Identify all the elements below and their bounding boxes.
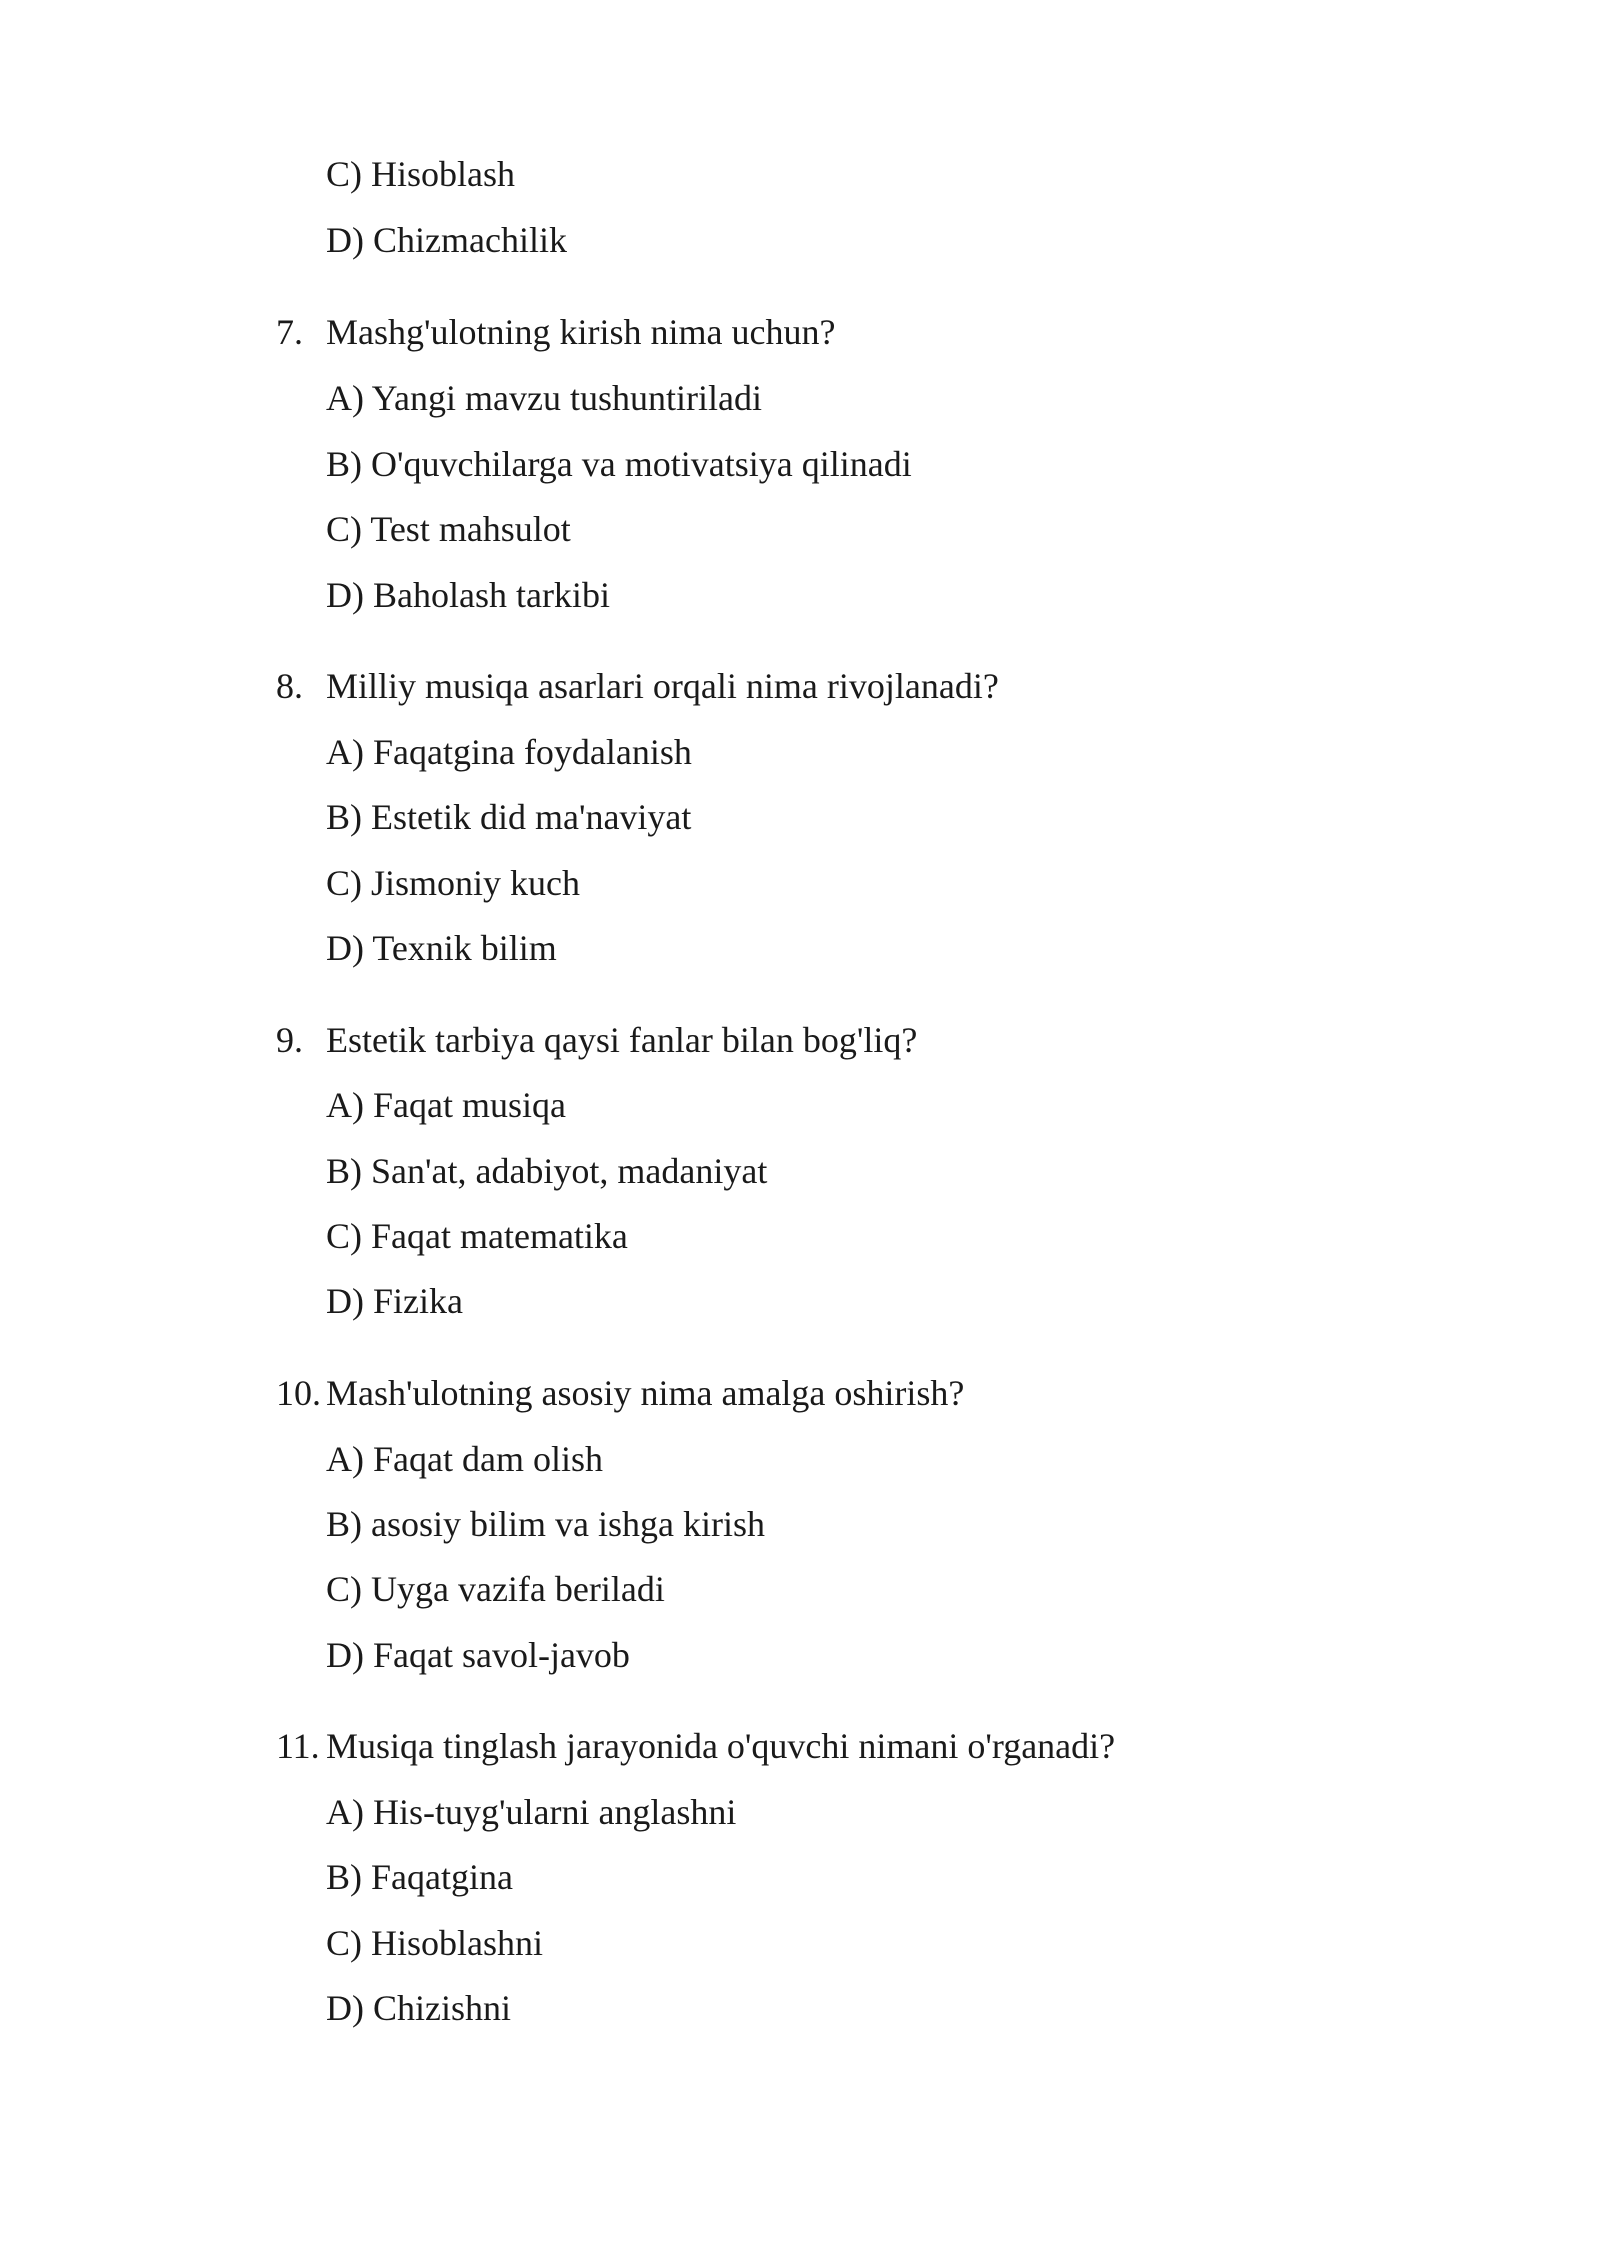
question-number: 10. <box>276 1373 321 1413</box>
question-number: 9. <box>276 1020 303 1060</box>
question-text: Milliy musiqa asarlari orqali nima rivojlanadi? <box>326 666 999 706</box>
question-number: 11. <box>276 1726 320 1766</box>
option-item: C) Hisoblashni <box>326 1923 544 1963</box>
option-item: C) Hisoblash <box>326 154 515 194</box>
option-item: A) Faqatgina foydalanish <box>326 732 692 772</box>
option-item: D) Faqat savol-javob <box>326 1635 630 1675</box>
option-item: C) Uyga vazifa beriladi <box>326 1569 665 1609</box>
option-item: D) Fizika <box>326 1281 463 1321</box>
option-item: C) Test mahsulot <box>326 509 571 549</box>
question-number: 7. <box>276 312 303 352</box>
question-text: Mashg'ulotning kirish nima uchun? <box>326 312 836 352</box>
option-item: A) Faqat musiqa <box>326 1085 566 1125</box>
question-text: Mash'ulotning asosiy nima amalga oshirish? <box>326 1373 965 1413</box>
option-item: B) Faqatgina <box>326 1857 513 1897</box>
option-item: D) Texnik bilim <box>326 928 557 968</box>
option-item: B) O'quvchilarga va motivatsiya qilinadi <box>326 444 912 484</box>
option-item: C) Faqat matematika <box>326 1216 628 1256</box>
option-item: A) Yangi mavzu tushuntiriladi <box>326 378 762 418</box>
option-item: B) San'at, adabiyot, madaniyat <box>326 1151 768 1191</box>
question-number: 8. <box>276 666 303 706</box>
option-item: A) His-tuyg'ularni anglashni <box>326 1792 737 1832</box>
question-text: Estetik tarbiya qaysi fanlar bilan bog'liq? <box>326 1020 918 1060</box>
option-item: D) Chizmachilik <box>326 220 567 260</box>
question-text: Musiqa tinglash jarayonida o'quvchi nimani o'rganadi? <box>326 1726 1116 1766</box>
option-item: D) Chizishni <box>326 1988 511 2028</box>
option-item: C) Jismoniy kuch <box>326 863 581 903</box>
option-item: B) Estetik did ma'naviyat <box>326 797 692 837</box>
option-item: A) Faqat dam olish <box>326 1439 603 1479</box>
option-item: B) asosiy bilim va ishga kirish <box>326 1504 765 1544</box>
option-item: D) Baholash tarkibi <box>326 575 610 615</box>
